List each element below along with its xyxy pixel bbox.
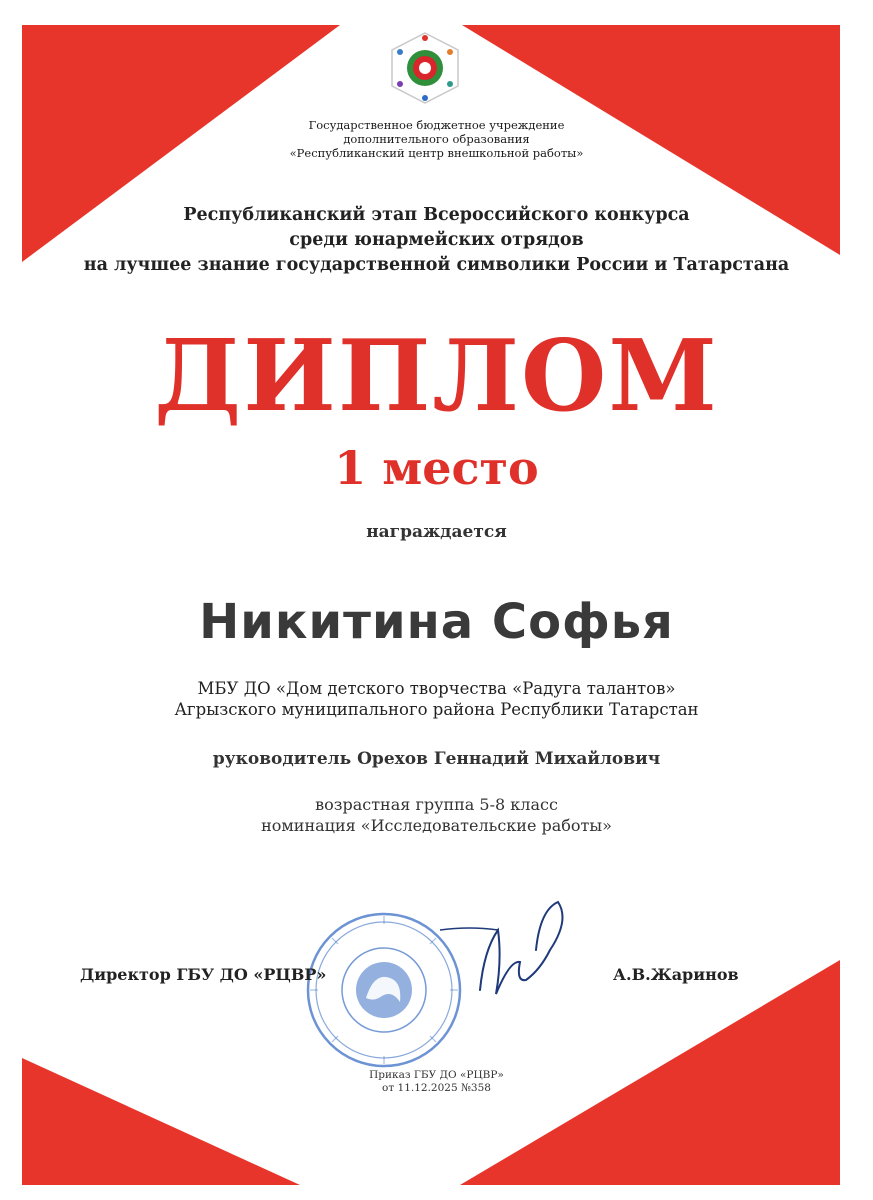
institution-line-2: Агрызского муниципального района Республики Татарстан: [174, 700, 699, 719]
contest-line-1: Республиканский этап Всероссийского конкурса: [183, 205, 690, 225]
organization-header: [0, 118, 873, 160]
order-reference: [0, 1069, 873, 1095]
signature-position: Директор ГБУ ДО «РЦВР»: [80, 965, 327, 984]
handwritten-signature-icon: [440, 890, 600, 1010]
organization-line-2: дополнительного образования: [343, 132, 530, 146]
category-block: [0, 794, 873, 836]
signature-name: А.В.Жаринов: [613, 965, 739, 984]
contest-line-3: на лучшее знание государственной символики России и Татарстана: [83, 255, 790, 275]
contest-line-2: среди юнармейских отрядов: [289, 230, 584, 250]
organization-line-3: «Республиканский центр внешкольной работы»: [289, 146, 584, 160]
emblem-logo-icon: [386, 30, 464, 106]
age-group: возрастная группа 5-8 класс: [315, 795, 558, 814]
leader-line: руководитель Орехов Геннадий Михайлович: [212, 749, 661, 769]
nomination: номинация «Исследовательские работы»: [261, 816, 612, 835]
order-line-1: Приказ ГБУ ДО «РЦВР»: [369, 1069, 504, 1081]
place-label: 1 место: [334, 441, 539, 495]
awarded-label: награждается: [366, 522, 507, 542]
diploma-title: ДИПЛОМ: [154, 319, 719, 434]
recipient-name: Никитина Софья: [199, 594, 674, 650]
institution-block: [0, 678, 873, 720]
institution-line-1: МБУ ДО «Дом детского творчества «Радуга талантов»: [197, 679, 676, 698]
contest-title: [0, 203, 873, 278]
organization-line-1: Государственное бюджетное учреждение: [308, 118, 565, 132]
order-line-2: от 11.12.2025 №358: [382, 1082, 491, 1094]
